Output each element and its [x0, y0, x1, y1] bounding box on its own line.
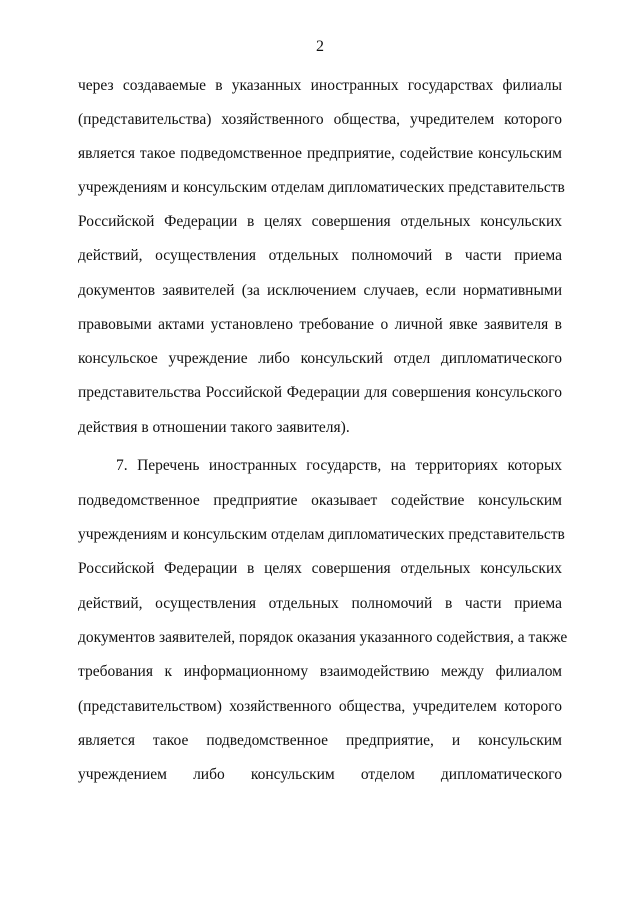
paragraph-line: документов заявителей, порядок оказания указанного содействия, а также: [78, 629, 568, 646]
paragraph-line: действий, осуществления отдельных полномочий в части приема: [78, 247, 562, 264]
paragraph-line: подведомственное предприятие оказывает содействие консульским: [78, 492, 562, 509]
paragraph-line: через создаваемые в указанных иностранных государствах филиалы: [78, 77, 562, 94]
paragraph-line: действий, осуществления отдельных полномочий в части приема: [78, 595, 562, 612]
paragraph-line: представительства Российской Федерации для совершения консульского: [78, 384, 562, 401]
paragraph-line: (представительством) хозяйственного общества, учредителем которого: [78, 698, 562, 715]
paragraph-line: учреждением либо консульским отделом дипломатического: [78, 766, 562, 783]
paragraph-line: действия в отношении такого заявителя).: [78, 419, 350, 436]
paragraph-line: является такое подведомственное предприятие, и консульским: [78, 732, 562, 749]
paragraph-line: консульское учреждение либо консульский отдел дипломатического: [78, 350, 562, 367]
paragraph-line: (представительства) хозяйственного общества, учредителем которого: [78, 111, 562, 128]
paragraph-line: Российской Федерации в целях совершения отдельных консульских: [78, 213, 562, 230]
paragraph-line: 7. Перечень иностранных государств, на территориях которых: [116, 457, 562, 474]
paragraph-line: требования к информационному взаимодействию между филиалом: [78, 663, 562, 680]
paragraph-line: правовыми актами установлено требование о личной явке заявителя в: [78, 316, 562, 333]
paragraph-line: учреждениям и консульским отделам дипломатических представительств: [78, 179, 565, 196]
paragraph-line: учреждениям и консульским отделам дипломатических представительств: [78, 526, 565, 543]
page-number: 2: [316, 38, 324, 55]
paragraph-line: является такое подведомственное предприятие, содействие консульским: [78, 145, 562, 162]
paragraph-line: Российской Федерации в целях совершения отдельных консульских: [78, 560, 562, 577]
paragraph-line: документов заявителей (за исключением случаев, если нормативными: [78, 282, 562, 299]
